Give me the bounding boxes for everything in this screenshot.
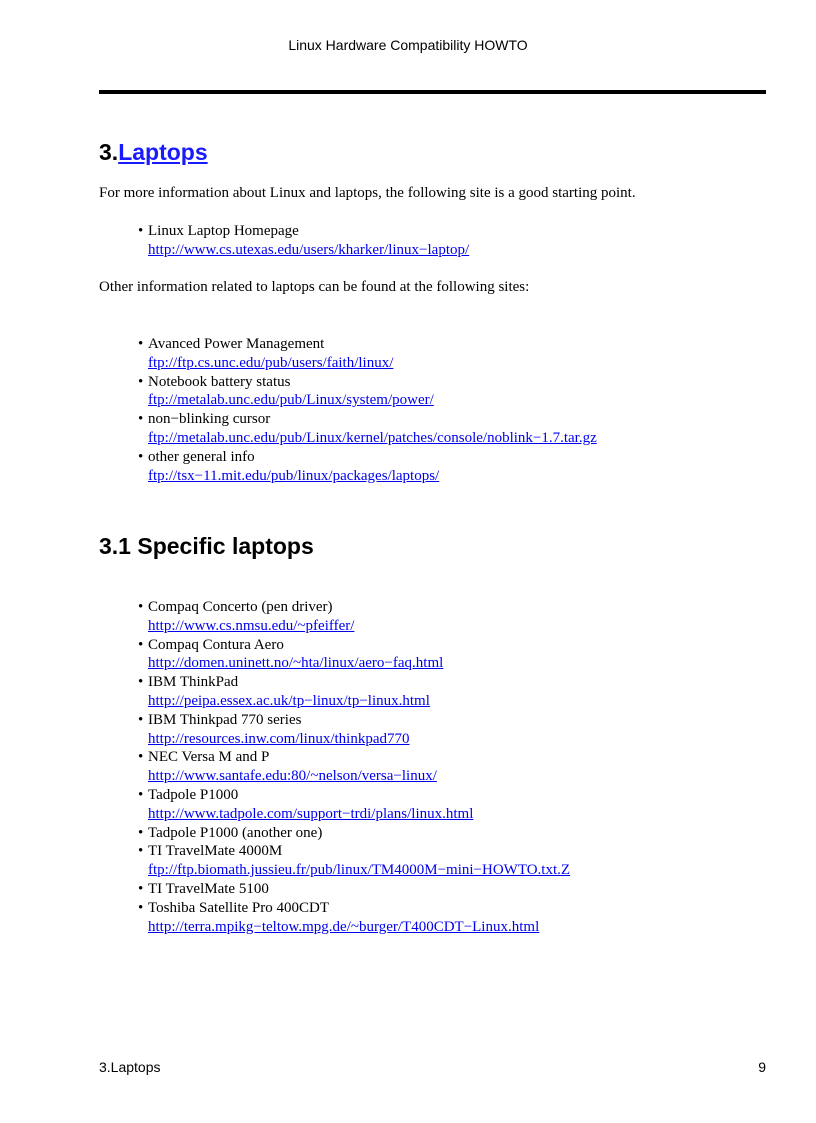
list-item (138, 636, 570, 674)
list-item-link[interactable]: http://www.tadpole.com/support−trdi/plans/linux.html (148, 805, 474, 822)
list-item-link[interactable]: http://resources.inw.com/linux/thinkpad770 (148, 730, 410, 747)
list-item (138, 711, 570, 749)
list-item-label: Notebook battery status (148, 373, 291, 390)
list-item-label: Tadpole P1000 (148, 786, 239, 803)
related-sites-list (138, 335, 597, 485)
list-item (138, 448, 597, 486)
header-rule (99, 90, 766, 94)
list-item-label: Linux Laptop Homepage (148, 223, 299, 239)
list-item-link[interactable]: ftp://tsx−11.mit.edu/pub/linux/packages/laptops/ (148, 467, 440, 484)
bullet-icon: • (138, 336, 144, 352)
list-item-label: Toshiba Satellite Pro 400CDT (148, 899, 330, 916)
list-item (138, 222, 469, 260)
list-item-label: Compaq Contura Aero (148, 636, 284, 653)
section-title (99, 139, 208, 166)
list-item-link[interactable]: ftp://metalab.unc.edu/pub/Linux/kernel/patches/console/noblink−1.7.tar.gz (148, 429, 597, 446)
list-item-label: other general info (148, 448, 255, 465)
footer-section-label: 3.Laptops (99, 1059, 161, 1075)
bullet-icon: • (138, 636, 144, 653)
list-item-label: non−blinking cursor (148, 411, 271, 428)
intro-paragraph: For more information about Linux and laptops, the following site is a good starting point. (99, 185, 636, 201)
bullet-icon: • (138, 880, 144, 897)
list-item-label: NEC Versa M and P (148, 749, 270, 766)
list-item-link[interactable]: http://www.santafe.edu:80/~nelson/versa−linux/ (148, 768, 437, 785)
list-item (138, 899, 570, 937)
list-item-label: Tadpole P1000 (another one) (148, 824, 323, 841)
laptops-list (138, 598, 570, 936)
bullet-icon: • (138, 223, 144, 239)
list-item-link[interactable]: ftp://metalab.unc.edu/pub/Linux/system/power/ (148, 392, 434, 409)
bullet-icon: • (138, 373, 144, 390)
list-item-link[interactable]: http://peipa.essex.ac.uk/tp−linux/tp−linux.html (148, 692, 430, 709)
bullet-icon: • (138, 824, 144, 841)
list-item (138, 373, 597, 411)
list-item (138, 673, 570, 711)
running-header: Linux Hardware Compatibility HOWTO (288, 37, 528, 53)
bullet-icon: • (138, 899, 144, 916)
bullet-icon: • (138, 749, 144, 766)
bullet-icon: • (138, 786, 144, 803)
list-item-link[interactable]: ftp://ftp.cs.unc.edu/pub/users/faith/linux/ (148, 354, 394, 371)
section-number: 3. (99, 139, 119, 165)
list-item-label: TI TravelMate 5100 (148, 880, 269, 897)
list-item-link[interactable]: http://www.cs.utexas.edu/users/kharker/linux−laptop/ (148, 241, 470, 258)
list-item (138, 786, 570, 824)
section-title-link[interactable]: Laptops (118, 139, 208, 165)
bullet-icon: • (138, 711, 144, 728)
list-item-label: IBM ThinkPad (148, 674, 239, 691)
list-item (138, 842, 570, 880)
list-item-label: Avanced Power Management (148, 336, 325, 352)
list-item-link[interactable]: http://www.cs.nmsu.edu/~pfeiffer/ (148, 617, 355, 634)
list-item-link[interactable]: http://terra.mpikg−teltow.mpg.de/~burger/T400CDT−Linux.html (148, 918, 540, 935)
list-item (138, 410, 597, 448)
bullet-icon: • (138, 599, 144, 615)
list-item (138, 880, 570, 899)
bullet-icon: • (138, 448, 144, 465)
list-item-link[interactable]: ftp://ftp.biomath.jussieu.fr/pub/linux/TM4000M−mini−HOWTO.txt.Z (148, 862, 571, 879)
list-item-label: Compaq Concerto (pen driver) (148, 599, 333, 615)
list-item (138, 748, 570, 786)
bullet-icon: • (138, 411, 144, 428)
subsection-title: 3.1 Specific laptops (99, 533, 314, 559)
other-info-paragraph: Other information related to laptops can be found at the following sites: (99, 279, 530, 295)
list-item-link[interactable]: http://domen.uninett.no/~hta/linux/aero−faq.html (148, 655, 444, 672)
bullet-icon: • (138, 843, 144, 860)
list-item (138, 598, 570, 636)
bullet-icon: • (138, 674, 144, 691)
page-number: 9 (758, 1059, 766, 1075)
list-item-label: TI TravelMate 4000M (148, 843, 283, 860)
list-item-label: IBM Thinkpad 770 series (148, 711, 302, 728)
list-item (138, 824, 570, 843)
list-item (138, 335, 597, 373)
homepage-list (138, 222, 469, 260)
